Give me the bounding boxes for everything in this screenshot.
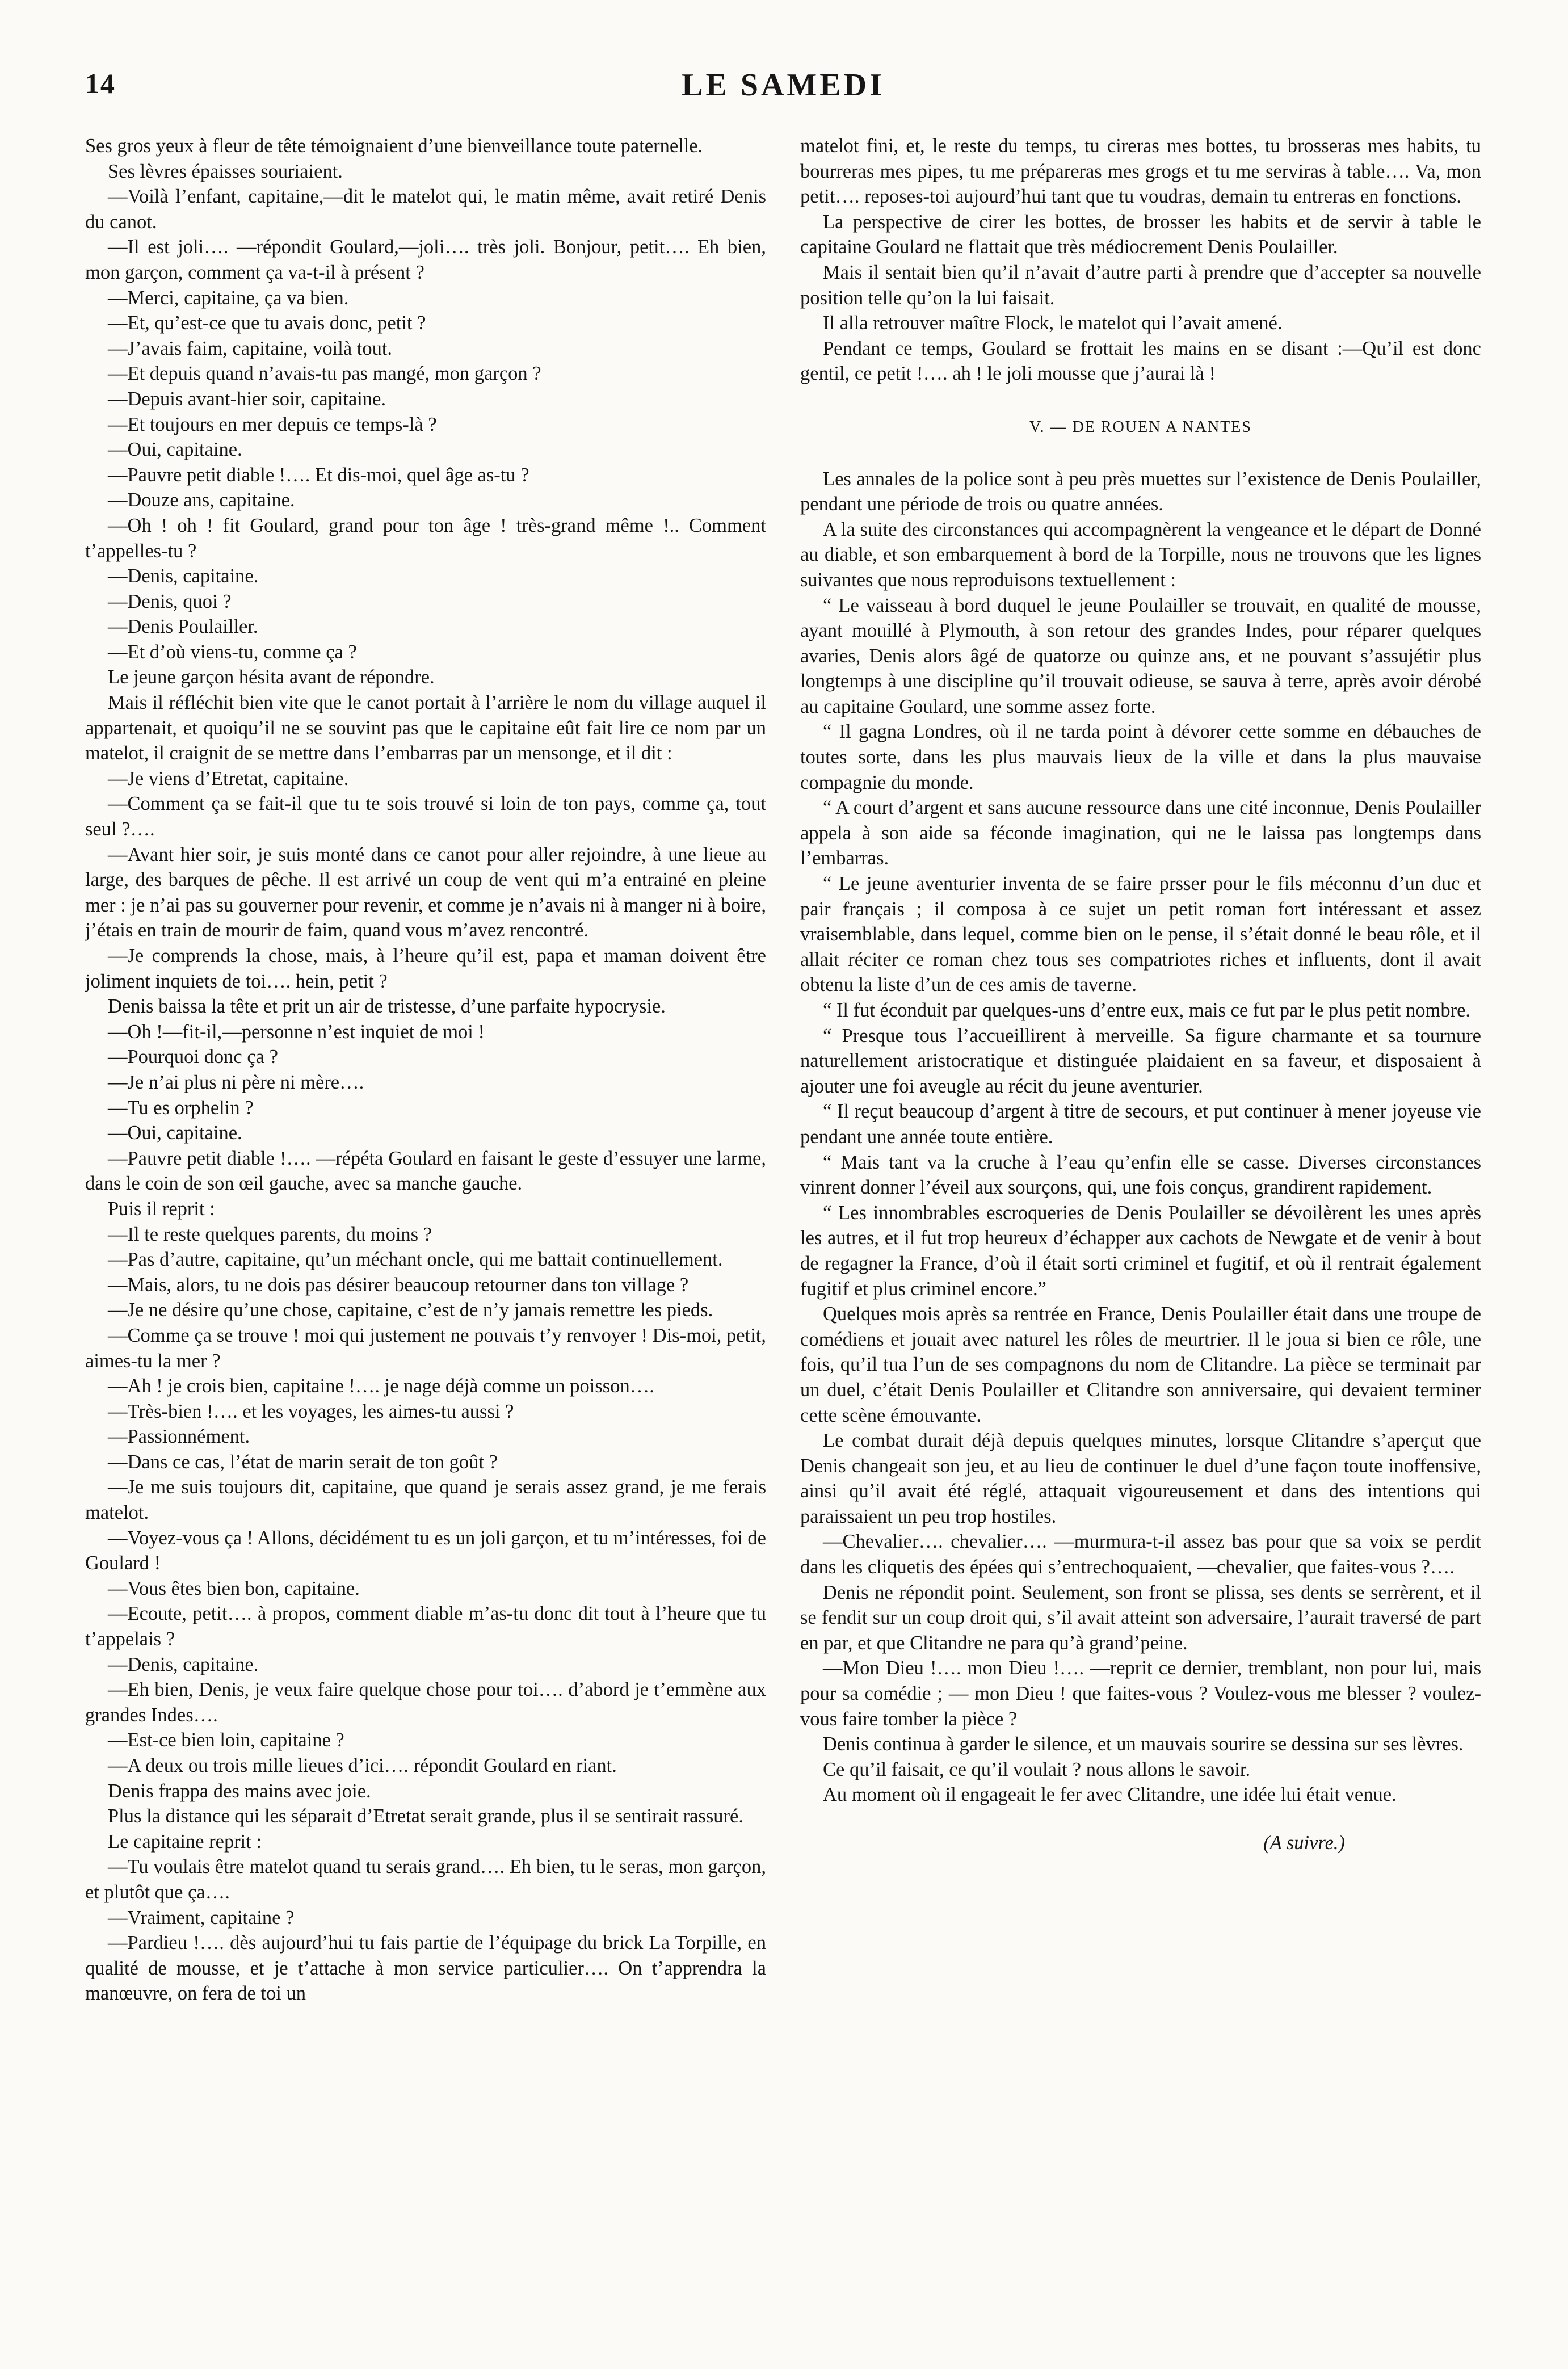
- paragraph: —Voilà l’enfant, capitaine,—dit le matelot qui, le matin même, avait retiré Denis du canot.: [85, 186, 766, 233]
- paragraph: Ce qu’il faisait, ce qu’il voulait ? nous allons le savoir.: [823, 1758, 1251, 1780]
- page-number: 14: [85, 68, 116, 99]
- paragraph: Au moment où il engageait le fer avec Clitandre, une idée lui était venue.: [823, 1784, 1397, 1806]
- paragraph: Le jeune garçon hésita avant de répondre.: [108, 666, 435, 688]
- paragraph: Mais il réfléchit bien vite que le canot portait à l’arrière le nom du village auquel il appartenait, et quoiqu’il ne se souvint pas que le capitaine eût fait lire ce nom par un matelot, il craignit de se mettre dans l’embarras par un mensonge, et il dit :: [85, 692, 766, 765]
- to-be-continued: (A suivre.): [1263, 1832, 1345, 1854]
- paragraph: —Tu es orphelin ?: [108, 1097, 254, 1119]
- paragraph: —Comment ça se fait-il que tu te sois trouvé si loin de ton pays, comme ça, tout seul ?….: [85, 793, 766, 841]
- paragraph: —Eh bien, Denis, je veux faire quelque chose pour toi…. d’abord je t’emmène aux grandes Indes….: [85, 1679, 766, 1726]
- paragraph: Ses gros yeux à fleur de tête témoignaient d’une bienveillance toute paternelle.: [85, 135, 703, 157]
- paragraph: —Pas d’autre, capitaine, qu’un méchant oncle, qui me battait continuellement.: [108, 1249, 723, 1271]
- paragraph: Le capitaine reprit :: [108, 1830, 262, 1853]
- paragraph: —Voyez-vous ça ! Allons, décidément tu es un joli garçon, et tu m’intéresses, foi de Goulard !: [85, 1527, 766, 1574]
- paragraph: —Ecoute, petit…. à propos, comment diable m’as-tu donc dit tout à l’heure que tu t’appelais ?: [85, 1603, 766, 1650]
- paragraph: —Je comprends la chose, mais, à l’heure qu’il est, papa et maman doivent être joliment inquiets de toi…. hein, petit ?: [85, 945, 766, 992]
- paragraph: —Depuis avant-hier soir, capitaine.: [108, 388, 386, 410]
- left-column: [85, 133, 766, 2324]
- paragraph: “ Il gagna Londres, où il ne tarda point à dévorer cette somme en débauches de toutes sorte, dans les plus mauvais lieux de la ville et dans la plus mauvaise compagnie du monde.: [800, 721, 1481, 793]
- paragraph: La perspective de cirer les bottes, de brosser les habits et de servir à table le capitaine Goulard ne flattait que très médiocrement Denis Poulailler.: [800, 211, 1481, 258]
- paragraph: —Denis Poulailler.: [108, 616, 258, 638]
- paragraph: —Pauvre petit diable !…. Et dis-moi, quel âge as-tu ?: [108, 464, 529, 486]
- paragraph: —Oh !—fit-il,—personne n’est inquiet de moi !: [108, 1020, 485, 1043]
- paragraph: —Merci, capitaine, ça va bien.: [108, 287, 349, 309]
- paragraph: —Je ne désire qu’une chose, capitaine, c’est de n’y jamais remettre les pieds.: [108, 1299, 713, 1321]
- paragraph: —Avant hier soir, je suis monté dans ce canot pour aller rejoindre, à une lieue au large, des barques de pêche. Il est arrivé un coup de vent qui m’a entrainé en pleine mer : je n’ai pas su gouverner pour revenir, et comme je n’avais ni à manger ni à boire, j’étais en train de mourir de faim, quand vous m’avez rencontré.: [85, 843, 766, 942]
- paragraph: —Est-ce bien loin, capitaine ?: [108, 1729, 344, 1751]
- paragraph: —Ah ! je crois bien, capitaine !…. je nage déjà comme un poisson….: [108, 1375, 654, 1397]
- paragraph: —Et depuis quand n’avais-tu pas mangé, mon garçon ?: [108, 363, 541, 385]
- paragraph: —Vous êtes bien bon, capitaine.: [108, 1577, 360, 1599]
- paragraph: —Denis, quoi ?: [108, 590, 232, 612]
- paragraph: —Je n’ai plus ni père ni mère….: [108, 1071, 364, 1093]
- paragraph: “ Il fut éconduit par quelques-uns d’entre eux, mais ce fut par le plus petit nombre.: [823, 999, 1471, 1021]
- paragraph: Denis baissa la tête et prit un air de tristesse, d’une parfaite hypocrysie.: [108, 996, 666, 1018]
- paragraph: “ Presque tous l’accueillirent à merveille. Sa figure charmante et sa tournure naturellement aristocratique et distinguée plaidaient en sa faveur, et disposaient à ajouter une foi aveugle au récit du jeune aventurier.: [800, 1024, 1481, 1097]
- paragraph: Le combat durait déjà depuis quelques minutes, lorsque Clitandre s’aperçut que Denis changeait son jeu, et au lieu de continuer le duel d’une façon toute inoffensive, ainsi qu’il avait été réglé, attaquait vigoureusement et dans des intentions qui paraissaient un peu trop hostiles.: [800, 1430, 1481, 1527]
- paragraph: “ Le jeune aventurier inventa de se faire prsser pour le fils méconnu d’un duc et pair français ; il composa à ce sujet un petit roman fort intéressant et assez vraisemblable, dans lequel, comme bien on le pense, il s’était donné le beau rôle, et il allait réciter ce roman chez tous ses compatriotes riches et influents, dont il avait obtenu la liste d’un de ces amis de taverne.: [800, 873, 1481, 996]
- masthead-title: LE SAMEDI: [682, 68, 885, 103]
- paragraph: —Oui, capitaine.: [108, 1122, 242, 1144]
- paragraph: “ Mais tant va la cruche à l’eau qu’enfin elle se casse. Diverses circonstances vinrent donner l’éveil aux sourçons, qui, une fois conçus, grandirent rapidement.: [800, 1151, 1481, 1199]
- paragraph: “ Le vaisseau à bord duquel le jeune Poulailler se trouvait, en qualité de mousse, ayant mouillé à Plymouth, à son retour des grandes Indes, pour réparer quelques avaries, Denis alors âgé de quatorze ou quinze ans, et ne pouvant s’assujétir plus longtemps à une discipline qu’il trouvait odieuse, se sauva à terre, après avoir dérobé au capitaine Goulard, une somme assez forte.: [800, 594, 1481, 717]
- paragraph: —Dans ce cas, l’état de marin serait de ton goût ?: [108, 1451, 498, 1473]
- right-column-bottom: [800, 467, 1481, 1808]
- paragraph: Puis il reprit :: [108, 1198, 215, 1220]
- paragraph: —Chevalier…. chevalier…. —murmura-t-il assez bas pour que sa voix se perdit dans les cliquetis des épées qui s’entrechoquaient, —chevalier, que faites-vous ?….: [800, 1531, 1481, 1578]
- paragraph: —Très-bien !…. et les voyages, les aimes-tu aussi ?: [108, 1400, 514, 1422]
- paragraph: —Je viens d’Etretat, capitaine.: [108, 767, 349, 789]
- paragraph: —J’avais faim, capitaine, voilà tout.: [108, 337, 393, 359]
- paragraph: —Passionnément.: [108, 1426, 250, 1448]
- paragraph: Ses lèvres épaisses souriaient.: [108, 160, 343, 182]
- paragraph: Denis frappa des mains avec joie.: [108, 1780, 371, 1802]
- paragraph: —Et, qu’est-ce que tu avais donc, petit ?: [108, 312, 426, 334]
- right-column: [800, 133, 1481, 2324]
- paragraph: Pendant ce temps, Goulard se frottait les mains en se disant :—Qu’il est donc gentil, ce petit !…. ah ! le joli mousse que j’aurai là !: [800, 337, 1481, 385]
- paragraph: —Mon Dieu !…. mon Dieu !…. —reprit ce dernier, tremblant, non pour lui, mais pour sa comédie ; — mon Dieu ! que faites-vous ? Voulez-vous me blesser ? voulez-vous faire tomber la pièce ?: [800, 1657, 1481, 1730]
- paragraph: —Douze ans, capitaine.: [108, 489, 295, 511]
- paragraph: —Denis, capitaine.: [108, 565, 259, 587]
- paragraph: —Comme ça se trouve ! moi qui justement ne pouvais t’y renvoyer ! Dis-moi, petit, aimes-tu la mer ?: [85, 1324, 766, 1372]
- paragraph: —Il te reste quelques parents, du moins ?: [108, 1223, 432, 1245]
- paragraph: —Oh ! oh ! fit Goulard, grand pour ton âge ! très-grand même !.. Comment t’appelles-tu ?: [85, 514, 766, 562]
- section-title: V. — DE ROUEN A NANTES: [1029, 418, 1252, 436]
- paragraph: —Mais, alors, tu ne dois pas désirer beaucoup retourner dans ton village ?: [108, 1274, 689, 1296]
- paragraph: —Vraiment, capitaine ?: [108, 1906, 295, 1929]
- paragraph: —Il est joli…. —répondit Goulard,—joli…. très joli. Bonjour, petit…. Eh bien, mon garçon, comment ça va-t-il à présent ?: [85, 236, 766, 283]
- paragraph: —Et toujours en mer depuis ce temps-là ?: [108, 413, 437, 435]
- paragraph: Quelques mois après sa rentrée en France, Denis Poulailler était dans une troupe de comédiens et jouait avec naturel les rôles de meurtrier. Il le joua si bien ce rôle, une fois, qu’il tua l’un de ses compagnons du nom de Clitandre. La pièce se terminait par un duel, c’était Denis Poulailler et Clitandre son anniversaire, qui devaient terminer cette scène émouvante.: [800, 1303, 1481, 1426]
- paragraph: A la suite des circonstances qui accompagnèrent la vengeance et le départ de Donné au diable, et son embarquement à bord de la Torpille, nous ne trouvons que les lignes suivantes que nous reproduisons textuellement :: [800, 518, 1481, 591]
- paragraph: Il alla retrouver maître Flock, le matelot qui l’avait amené.: [823, 312, 1283, 334]
- paragraph: —Pardieu !…. dès aujourd’hui tu fais partie de l’équipage du brick La Torpille, en qualité de mousse, et je t’attache à mon service particulier…. On t’apprendra la manœuvre, on fera de toi un: [85, 1932, 766, 2005]
- paragraph: —Et d’où viens-tu, comme ça ?: [108, 641, 357, 663]
- right-column-top: [800, 133, 1481, 387]
- paragraph: matelot fini, et, le reste du temps, tu cireras mes bottes, tu brosseras mes habits, tu bourreras mes pipes, tu me prépareras mes grogs et tu me serviras à table…. Va, mon petit…. reposes-toi aujourd’hui tant que tu voudras, demain tu entreras en fonctions.: [800, 135, 1481, 208]
- paragraph: —Tu voulais être matelot quand tu serais grand…. Eh bien, tu le seras, mon garçon, et plutôt que ça….: [85, 1856, 766, 1903]
- paragraph: “ A court d’argent et sans aucune ressource dans une cité inconnue, Denis Poulailler appela à son aide sa féconde imagination, qui ne le laissa pas longtemps dans l’embarras.: [800, 797, 1481, 870]
- paragraph: Plus la distance qui les séparait d’Etretat serait grande, plus il se sentirait rassuré.: [108, 1805, 743, 1828]
- paragraph: Mais il sentait bien qu’il n’avait d’autre parti à prendre que d’accepter sa nouvelle position telle qu’on la lui faisait.: [800, 261, 1481, 309]
- paragraph: —Je me suis toujours dit, capitaine, que quand je serais assez grand, je me ferais matelot.: [85, 1476, 766, 1524]
- paragraph: —A deux ou trois mille lieues d’ici…. répondit Goulard en riant.: [108, 1755, 617, 1776]
- paragraph: “ Les innombrables escroqueries de Denis Poulailler se dévoilèrent les unes après les autres, et il fut trop heureux d’échapper aux cachots de Newgate et de venir à bout de regagner la France, d’où il était sorti criminel et fugitif, et où il rentrait également fugitif et plus criminel encore.”: [800, 1202, 1481, 1300]
- paragraph: —Pourquoi donc ça ?: [108, 1046, 278, 1068]
- paragraph: Denis ne répondit point. Seulement, son front se plissa, ses dents se serrèrent, et il se fendit sur un coup droit qui, s’il avait atteint son adversaire, l’aurait traversé de part en par, et que Clitandre ne para qu’à grand’peine.: [800, 1581, 1481, 1654]
- paragraph: —Oui, capitaine.: [108, 439, 242, 461]
- paragraph: —Denis, capitaine.: [108, 1653, 259, 1675]
- paragraph: —Pauvre petit diable !…. —répéta Goulard en faisant le geste d’essuyer une larme, dans le coin de son œil gauche, avec sa manche gauche.: [85, 1147, 766, 1195]
- paragraph: Denis continua à garder le silence, et un mauvais sourire se dessina sur ses lèvres.: [823, 1733, 1464, 1755]
- page-header: [85, 67, 1481, 112]
- paragraph: Les annales de la police sont à peu près muettes sur l’existence de Denis Poulailler, pendant une période de trois ou quatre années.: [800, 468, 1481, 515]
- paragraph: “ Il reçut beaucoup d’argent à titre de secours, et put continuer à mener joyeuse vie pendant une année toute entière.: [800, 1101, 1481, 1148]
